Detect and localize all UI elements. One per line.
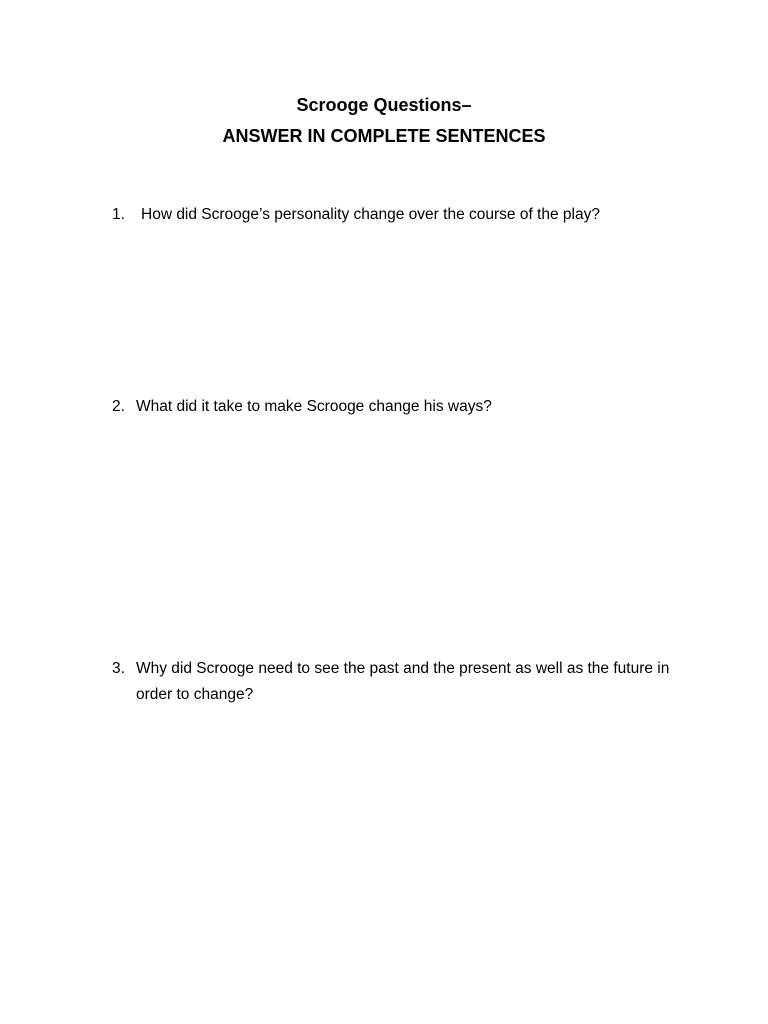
question-text: Why did Scrooge need to see the past and the present as well as the future in order to change?	[136, 660, 670, 703]
question-2	[112, 394, 692, 420]
question-3	[112, 656, 692, 708]
question-1	[112, 202, 692, 228]
document-instructions: ANSWER IN COMPLETE SENTENCES	[222, 126, 546, 146]
question-number: 3.	[112, 660, 125, 677]
question-number: 1.	[112, 206, 125, 223]
question-text: How did Scrooge’s personality change over the course of the play?	[141, 206, 600, 223]
document-title: Scrooge Questions–	[296, 95, 472, 115]
question-number: 2.	[112, 398, 125, 415]
question-text: What did it take to make Scrooge change his ways?	[136, 398, 492, 415]
